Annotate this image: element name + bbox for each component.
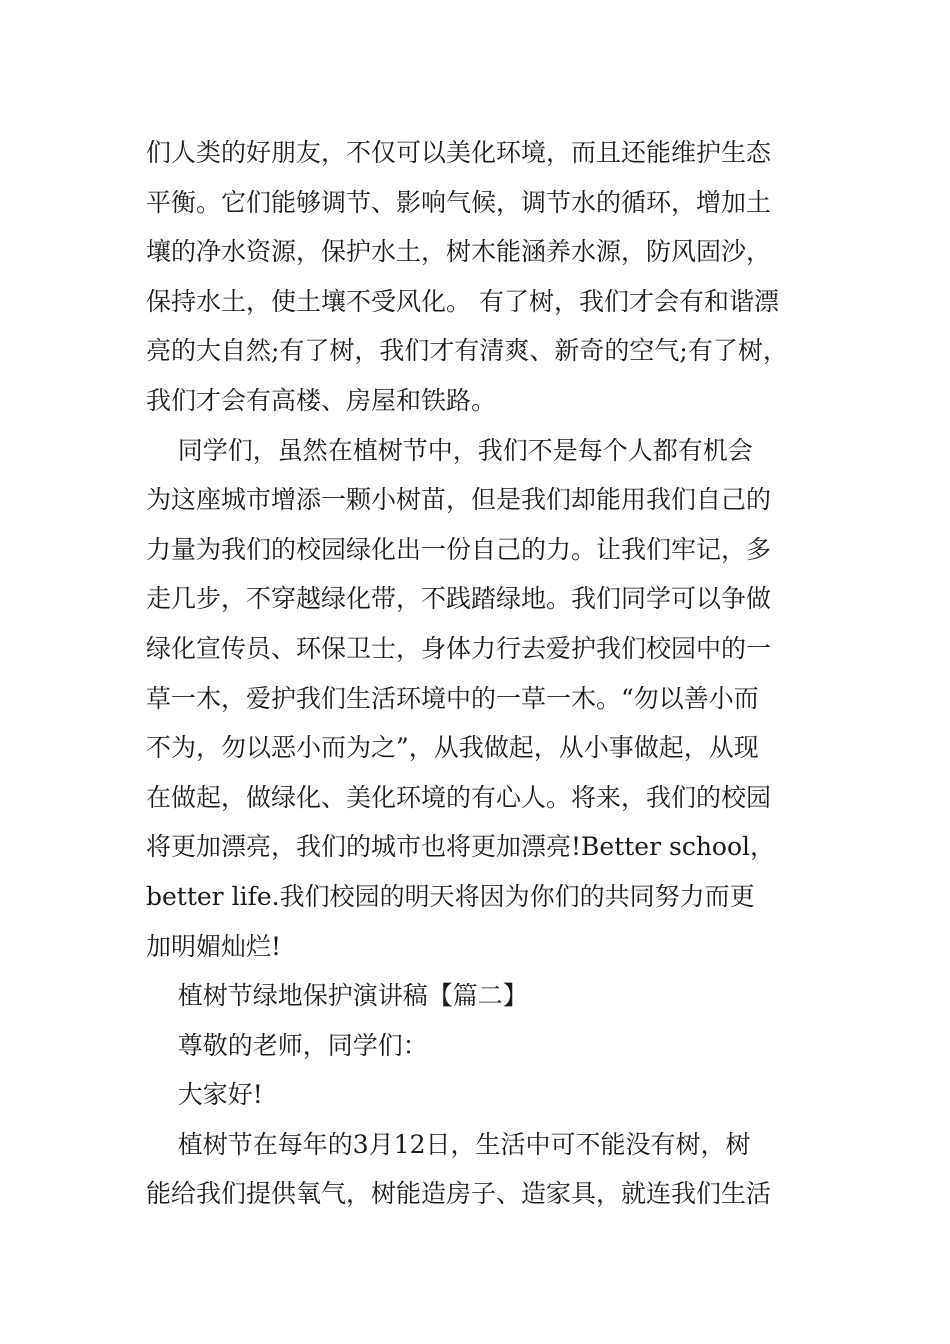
text-line: 绿化宣传员、环保卫士，身体力行去爱护我们校园中的一 [146, 633, 772, 663]
document-body [146, 128, 814, 1219]
text-line: 能给我们提供氧气，树能造房子、造家具，就连我们生活 [146, 1179, 772, 1209]
text-line: 草一木，爱护我们生活环境中的一草一木。“勿以善小而 [146, 683, 759, 713]
text-line: 壤的净水资源，保护水土，树木能涵养水源，防风固沙， [146, 237, 772, 267]
text-line: 亮的大自然;有了树，我们才有清爽、新奇的空气;有了树， [146, 336, 788, 366]
text-line: 将更加漂亮，我们的城市也将更加漂亮!Better school， [146, 832, 776, 862]
text-line: 平衡。它们能够调节、影响气候，调节水的循环，增加土 [146, 187, 772, 217]
text-line: 为这座城市增添一颗小树苗，但是我们却能用我们自己的 [146, 485, 772, 515]
text-line: 走几步，不穿越绿化带，不践踏绿地。我们同学可以争做 [146, 584, 772, 614]
text-line: 力量为我们的校园绿化出一份自己的力。让我们牢记，多 [146, 534, 772, 564]
text-line: 植树节在每年的3月12日，生活中可不能没有树，树 [146, 1129, 751, 1159]
text-line: 在做起，做绿化、美化环境的有心人。将来，我们的校园 [146, 782, 772, 812]
text-line: 保持水土，使土壤不受风化。 有了树，我们才会有和谐漂 [146, 286, 779, 316]
text-line: 不为，勿以恶小而为之”，从我做起，从小事做起，从现 [146, 733, 759, 763]
greeting: 大家好! [146, 1080, 263, 1110]
text-line: 同学们，虽然在植树节中，我们不是每个人都有机会 [146, 435, 753, 465]
text-line: 我们才会有高楼、房屋和铁路。 [146, 385, 497, 415]
salutation: 尊敬的老师，同学们： [146, 1030, 428, 1060]
text-line: 加明媚灿烂! [146, 931, 282, 961]
section-heading: 植树节绿地保护演讲稿【篇二】 [146, 981, 528, 1011]
text-line: 们人类的好朋友，不仅可以美化环境，而且还能维护生态 [146, 138, 772, 167]
text-line: better life.我们校园的明天将因为你们的共同努力而更 [146, 881, 755, 911]
